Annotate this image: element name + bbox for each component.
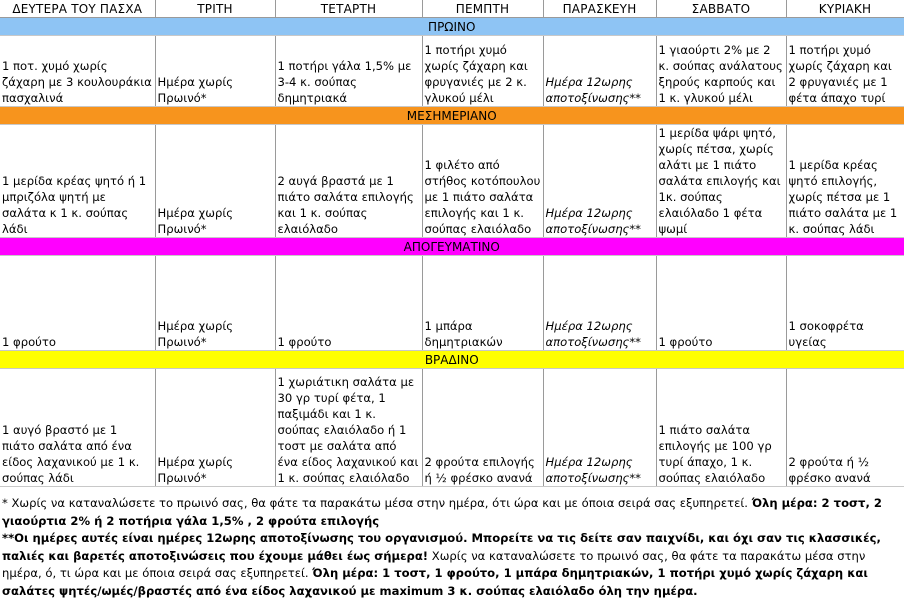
section-row-breakfast [0, 18, 904, 36]
section-title[interactable]: ΒΡΑΔΙΝΟ [0, 351, 904, 369]
table-cell[interactable]: 1 φρούτο [275, 256, 422, 351]
header-cell[interactable]: ΠΑΡΑΣΚΕΥΗ [543, 0, 656, 18]
table-cell[interactable]: 1 ποτήρι γάλα 1,5% με 3-4 κ. σούπας δημητριακά [275, 36, 422, 107]
header-cell[interactable]: ΤΕΤΑΡΤΗ [275, 0, 422, 18]
section-row-lunch [0, 107, 904, 125]
table-cell[interactable]: 1 μερίδα κρέας ψητό ή 1 μπριζόλα ψητή με σαλάτα κ 1 κ. σούπας λάδι [0, 125, 155, 238]
header-cell[interactable]: ΚΥΡΙΑΚΗ [786, 0, 904, 18]
section-title[interactable]: ΜΕΣΗΜΕΡΙΑΝΟ [0, 107, 904, 125]
header-cell[interactable]: ΣΑΒΒΑΤΟ [656, 0, 786, 18]
table-cell[interactable]: 1 πιάτο σαλάτα επιλογής με 100 γρ τυρί άπαχο, 1 κ. σούπας ελαιόλαδο [656, 369, 786, 487]
footnote-text: Χωρίς να καταναλώσετε το πρωινό σας, θα φάτε τα παρακάτω μέσα στην ημέρα, ό, τι ώρα και με όποια σειρά σας εξυπηρετεί. [2, 548, 866, 581]
table-cell[interactable]: Ημέρα χωρίς Πρωινό* [155, 36, 275, 107]
table-cell[interactable]: Ημέρα 12ωρης αποτοξίνωσης** [543, 125, 656, 238]
table-cell[interactable]: 1 φρούτο [656, 256, 786, 351]
header-cell[interactable]: ΔΕΥΤΕΡΑ ΤΟΥ ΠΑΣΧΑ [0, 0, 155, 18]
section-title[interactable]: ΠΡΩΙΝΟ [0, 18, 904, 36]
footnote-emphasis: Όλη μέρα: 1 τοστ, 1 φρούτο, 1 μπάρα δημητριακών, 1 ποτήρι χυμό χωρίς ζάχαρη και σαλάτες ψητές/ωμές/βραστές από ένα είδος λαχανικού με maximum 3 κ. σούπας ελαιόλαδο όλη την ημέρα. [2, 566, 868, 598]
table-cell[interactable]: 2 φρούτα ή ½ φρέσκο ανανά [786, 369, 904, 487]
table-cell[interactable]: 1 ποτήρι χυμό χωρίς ζάχαρη και φρυγανιές με 2 κ. γλυκού μέλι [422, 36, 543, 107]
table-cell[interactable]: 1 φιλέτο από στήθος κοτόπουλου με 1 πιάτο σαλάτα επιλογής και 1 κ. σούπας ελαιόλαδο [422, 125, 543, 238]
table-cell[interactable]: 1 ποτ. χυμό χωρίς ζάχαρη με 3 κουλουράκια πασχαλινά [0, 36, 155, 107]
table-cell[interactable]: Ημέρα χωρίς Πρωινό* [155, 369, 275, 487]
table-row [0, 125, 904, 238]
table-cell[interactable]: 1 γιαούρτι 2% με 2 κ. σούπας ανάλατους ξηρούς καρπούς και 1 κ. γλυκού μέλι [656, 36, 786, 107]
table-row [0, 36, 904, 107]
table-cell[interactable]: Ημέρα 12ωρης αποτοξίνωσης** [543, 369, 656, 487]
table-row [0, 256, 904, 351]
table-cell[interactable]: 1 σοκοφρέτα υγείας [786, 256, 904, 351]
table-cell[interactable]: 1 χωριάτικη σαλάτα με 30 γρ τυρί φέτα, 1 παξιμάδι και 1 κ. σούπας ελαιόλαδο ή 1 τοστ με σαλάτα από ένα είδος λαχανικού και 1 κ. σούπας ελαιόλαδο [275, 369, 422, 487]
section-row-snack [0, 238, 904, 256]
table-cell[interactable]: 1 φρούτο [0, 256, 155, 351]
table-cell[interactable]: Ημέρα χωρίς Πρωινό* [155, 256, 275, 351]
table-cell[interactable]: 2 φρούτα επιλογής ή ½ φρέσκο ανανά [422, 369, 543, 487]
table-cell[interactable]: Ημέρα χωρίς Πρωινό* [155, 125, 275, 238]
table-cell[interactable]: Ημέρα 12ωρης αποτοξίνωσης** [543, 36, 656, 107]
table-cell[interactable]: 1 μπάρα δημητριακών [422, 256, 543, 351]
table-cell[interactable]: 2 αυγά βραστά με 1 πιάτο σαλάτα επιλογής και 1 κ. σούπας ελαιόλαδο [275, 125, 422, 238]
footnote-text: * Χωρίς να καταναλώσετε το πρωινό σας, θα φάτε τα παρακάτω μέσα στην ημέρα, ότι ώρα και με όποια σειρά σας εξυπηρετεί. [2, 496, 748, 510]
table-cell[interactable]: 1 μερίδα ψάρι ψητό, χωρίς πέτσα, χωρίς αλάτι με 1 πιάτο σαλάτα επιλογής και 1κ. σούπας ελαιόλαδο 1 φέτα ψωμί [656, 125, 786, 238]
footnote-single-star [2, 495, 902, 530]
footnote-emphasis: Όλη μέρα: 2 τοστ, 2 γιαούρτια 2% ή 2 ποτήρια γάλα 1,5% , 2 φρούτα επιλογής [2, 496, 882, 528]
header-row [0, 0, 904, 18]
table-cell[interactable]: Ημέρα 12ωρης αποτοξίνωσης** [543, 256, 656, 351]
section-row-dinner [0, 351, 904, 369]
footnote-emphasis: **Οι ημέρες αυτές είναι ημέρες 12ωρης αποτοξίνωσης του οργανισμού. Μπορείτε να τις δείτε σαν παιχνίδι, και όχι σαν τις κλασσικές, παλιές και βαρετές αποτοξινώσεις που έχουμε μάθει έως σήμερα! [2, 531, 881, 563]
table-row [0, 369, 904, 487]
header-cell[interactable]: ΤΡΙΤΗ [155, 0, 275, 18]
footnotes [2, 495, 902, 601]
header-cell[interactable]: ΠΕΜΠΤΗ [422, 0, 543, 18]
table-cell[interactable]: 1 ποτήρι χυμό χωρίς ζάχαρη και 2 φρυγανιές με 1 φέτα άπαχο τυρί [786, 36, 904, 107]
table-cell[interactable]: 1 μερίδα κρέας ψητό επιλογής, χωρίς πέτσα με 1 πιάτο σαλάτα με 1 κ. σούπας λάδι [786, 125, 904, 238]
section-title[interactable]: ΑΠΟΓΕΥΜΑΤΙΝΟ [0, 238, 904, 256]
footnote-double-star [2, 530, 902, 600]
table-cell[interactable]: 1 αυγό βραστό με 1 πιάτο σαλάτα από ένα είδος λαχανικού με 1 κ. σούπας λάδι [0, 369, 155, 487]
